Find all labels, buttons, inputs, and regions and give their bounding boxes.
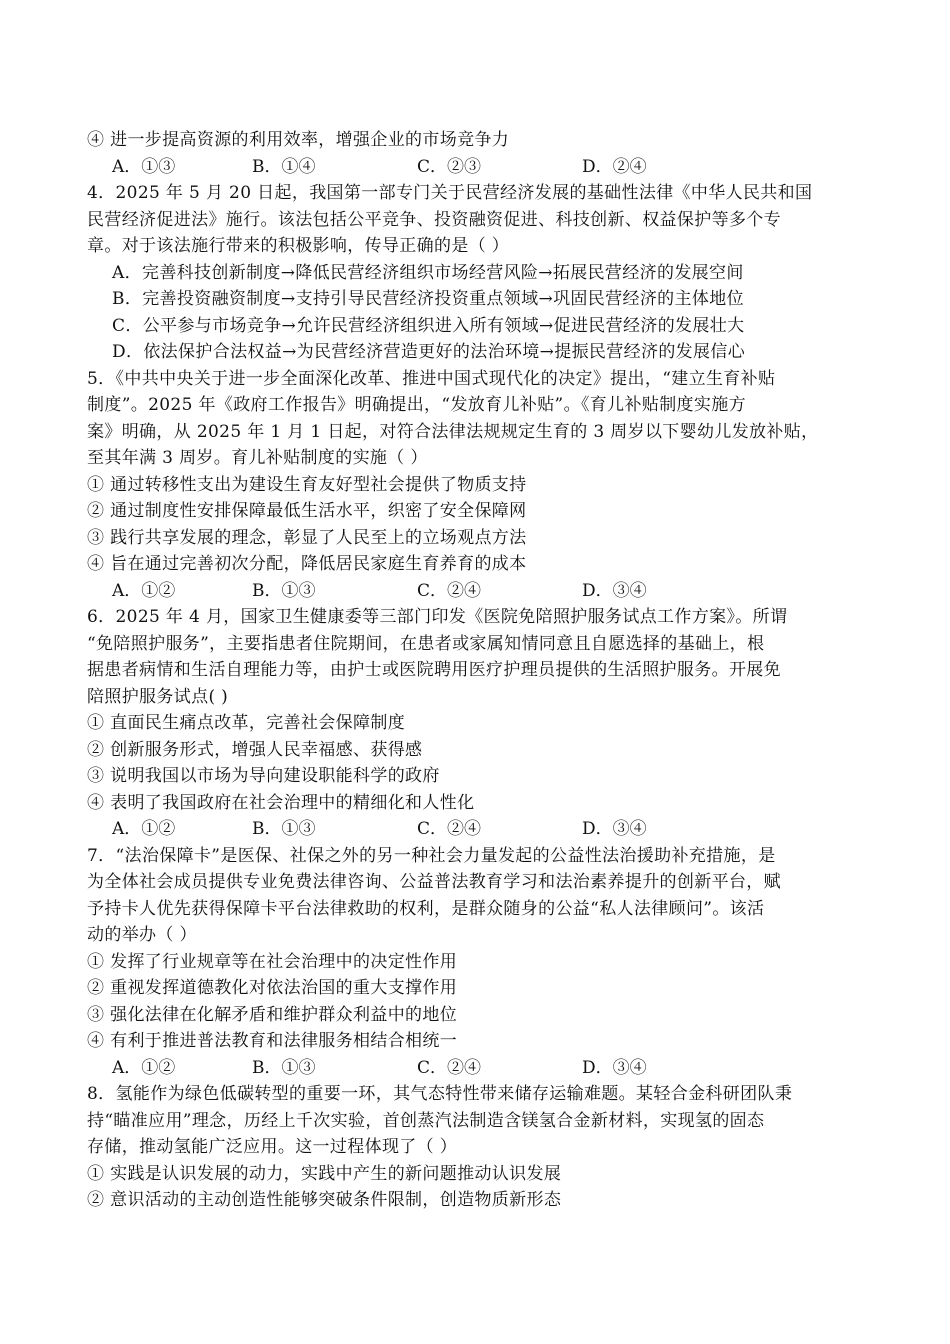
text-line: 6．2025 年 4 月，国家卫生健康委等三部门印发《医院免陪照护服务试点工作方案》。所谓 bbox=[87, 607, 788, 627]
text-line: 予持卡人优先获得保障卡平台法律救助的权利，是群众随身的公益“私人法律顾问”。该活 bbox=[87, 898, 765, 919]
answer-options bbox=[87, 578, 867, 605]
text-line: 据患者病情和生活自理能力等，由护士或医院聘用医疗护理员提供的生活照护服务。开展免 bbox=[87, 660, 781, 680]
text-line: ④ 旨在通过完善初次分配，降低居民家庭生育养育的成本 bbox=[87, 554, 527, 574]
answer-option: B．①④ bbox=[252, 156, 316, 177]
text-line: 7．“法治保障卡”是医保、社保之外的另一种社会力量发起的公益性法治援助补充措施，是 bbox=[87, 845, 776, 866]
answer-options bbox=[87, 154, 867, 181]
answer-option: A．①② bbox=[112, 1057, 176, 1078]
text-line: ② 意识活动的主动创造性能够突破条件限制，创造物质新形态 bbox=[87, 1190, 562, 1210]
text-line: 4．2025 年 5 月 20 日起，我国第一部专门关于民营经济发展的基础性法律《中华人民共和国 bbox=[87, 183, 813, 203]
text-line: 8．氢能作为绿色低碳转型的重要一环，其气态特性带来储存运输难题。某轻合金科研团队秉 bbox=[87, 1084, 793, 1104]
answer-option: C．②④ bbox=[417, 580, 482, 601]
text-line: 至其年满 3 周岁。育儿补贴制度的实施（ ） bbox=[87, 448, 428, 468]
text-line: ① 实践是认识发展的动力，实践中产生的新问题推动认识发展 bbox=[87, 1163, 562, 1184]
text-line: ② 创新服务形式，增强人民幸福感、获得感 bbox=[87, 739, 423, 760]
text-line: ③ 强化法律在化解矛盾和维护群众利益中的地位 bbox=[87, 1004, 458, 1025]
choice-line: B．完善投资融资制度→支持引导民营经济投资重点领域→巩固民营经济的主体地位 bbox=[112, 289, 744, 309]
text-line: 案》明确，从 2025 年 1 月 1 日起，对符合法律法规规定生育的 3 周岁以下婴幼儿发放补贴， bbox=[87, 421, 819, 442]
text-line: 民营经济促进法》施行。该法包括公平竞争、投资融资促进、科技创新、权益保护等多个专 bbox=[87, 209, 781, 230]
text-line: ④ 有利于推进普法教育和法律服务相结合相统一 bbox=[87, 1031, 458, 1051]
text-line: ③ 说明我国以市场为导向建设职能科学的政府 bbox=[87, 766, 440, 786]
answer-option: B．①③ bbox=[252, 580, 316, 601]
text-line: ④ 进一步提高资源的利用效率，增强企业的市场竞争力 bbox=[87, 130, 510, 150]
text-line: 存储，推动氢能广泛应用。这一过程体现了（ ） bbox=[87, 1137, 458, 1157]
answer-option: D．③④ bbox=[582, 1057, 647, 1078]
answer-option: A．①② bbox=[112, 580, 176, 601]
text-line: “免陪照护服务”，主要指患者住院期间，在患者或家属知情同意且自愿选择的基础上，根 bbox=[87, 633, 765, 654]
text-line: 持“瞄准应用”理念，历经上千次实验，首创蒸汽法制造含镁氢合金新材料，实现氢的固态 bbox=[87, 1110, 765, 1131]
answer-options bbox=[87, 816, 867, 843]
answer-option: B．①③ bbox=[252, 819, 316, 839]
text-line: ① 发挥了行业规章等在社会治理中的决定性作用 bbox=[87, 951, 458, 972]
text-line: 陪照护服务试点( ) bbox=[87, 686, 229, 707]
text-line: 5．《中共中央关于进一步全面深化改革、推进中国式现代化的决定》提出，“建立生育补贴 bbox=[87, 368, 776, 389]
text-line: 章。对于该法施行带来的积极影响，传导正确的是（ ） bbox=[87, 236, 510, 256]
exam-page bbox=[87, 127, 867, 1214]
choice-line: D．依法保护合法权益→为民营经济营造更好的法治环境→提振民营经济的发展信心 bbox=[112, 342, 746, 362]
answer-option: A．①② bbox=[112, 819, 176, 839]
text-line: ① 直面民生痛点改革，完善社会保障制度 bbox=[87, 713, 406, 733]
answer-option: C．②④ bbox=[417, 819, 482, 839]
text-line: 为全体社会成员提供专业免费法律咨询、公益普法教育学习和法治素养提升的创新平台，赋 bbox=[87, 872, 781, 892]
choice-line: C．公平参与市场竞争→允许民营经济组织进入所有领域→促进民营经济的发展壮大 bbox=[112, 315, 745, 336]
text-line: 动的举办（ ） bbox=[87, 925, 197, 945]
answer-option: D．②④ bbox=[582, 156, 647, 177]
answer-option: C．②③ bbox=[417, 156, 482, 177]
answer-option: C．②④ bbox=[417, 1057, 482, 1078]
answer-options bbox=[87, 1055, 867, 1082]
text-line: ④ 表明了我国政府在社会治理中的精细化和人性化 bbox=[87, 792, 475, 813]
answer-option: A．①③ bbox=[112, 156, 176, 177]
answer-option: D．③④ bbox=[582, 819, 647, 839]
text-line: ② 通过制度性安排保障最低生活水平，织密了安全保障网 bbox=[87, 501, 527, 521]
text-line: ② 重视发挥道德教化对依法治国的重大支撑作用 bbox=[87, 978, 458, 998]
answer-option: D．③④ bbox=[582, 580, 647, 601]
choice-line: A．完善科技创新制度→降低民营经济组织市场经营风险→拓展民营经济的发展空间 bbox=[112, 262, 744, 283]
answer-option: B．①③ bbox=[252, 1057, 316, 1078]
text-line: ① 通过转移性支出为建设生育友好型社会提供了物质支持 bbox=[87, 474, 527, 495]
text-line: 制度”。2025 年《政府工作报告》明确提出，“发放育儿补贴”。《育儿补贴制度实施方 bbox=[87, 395, 746, 415]
text-line: ③ 践行共享发展的理念，彰显了人民至上的立场观点方法 bbox=[87, 527, 527, 548]
